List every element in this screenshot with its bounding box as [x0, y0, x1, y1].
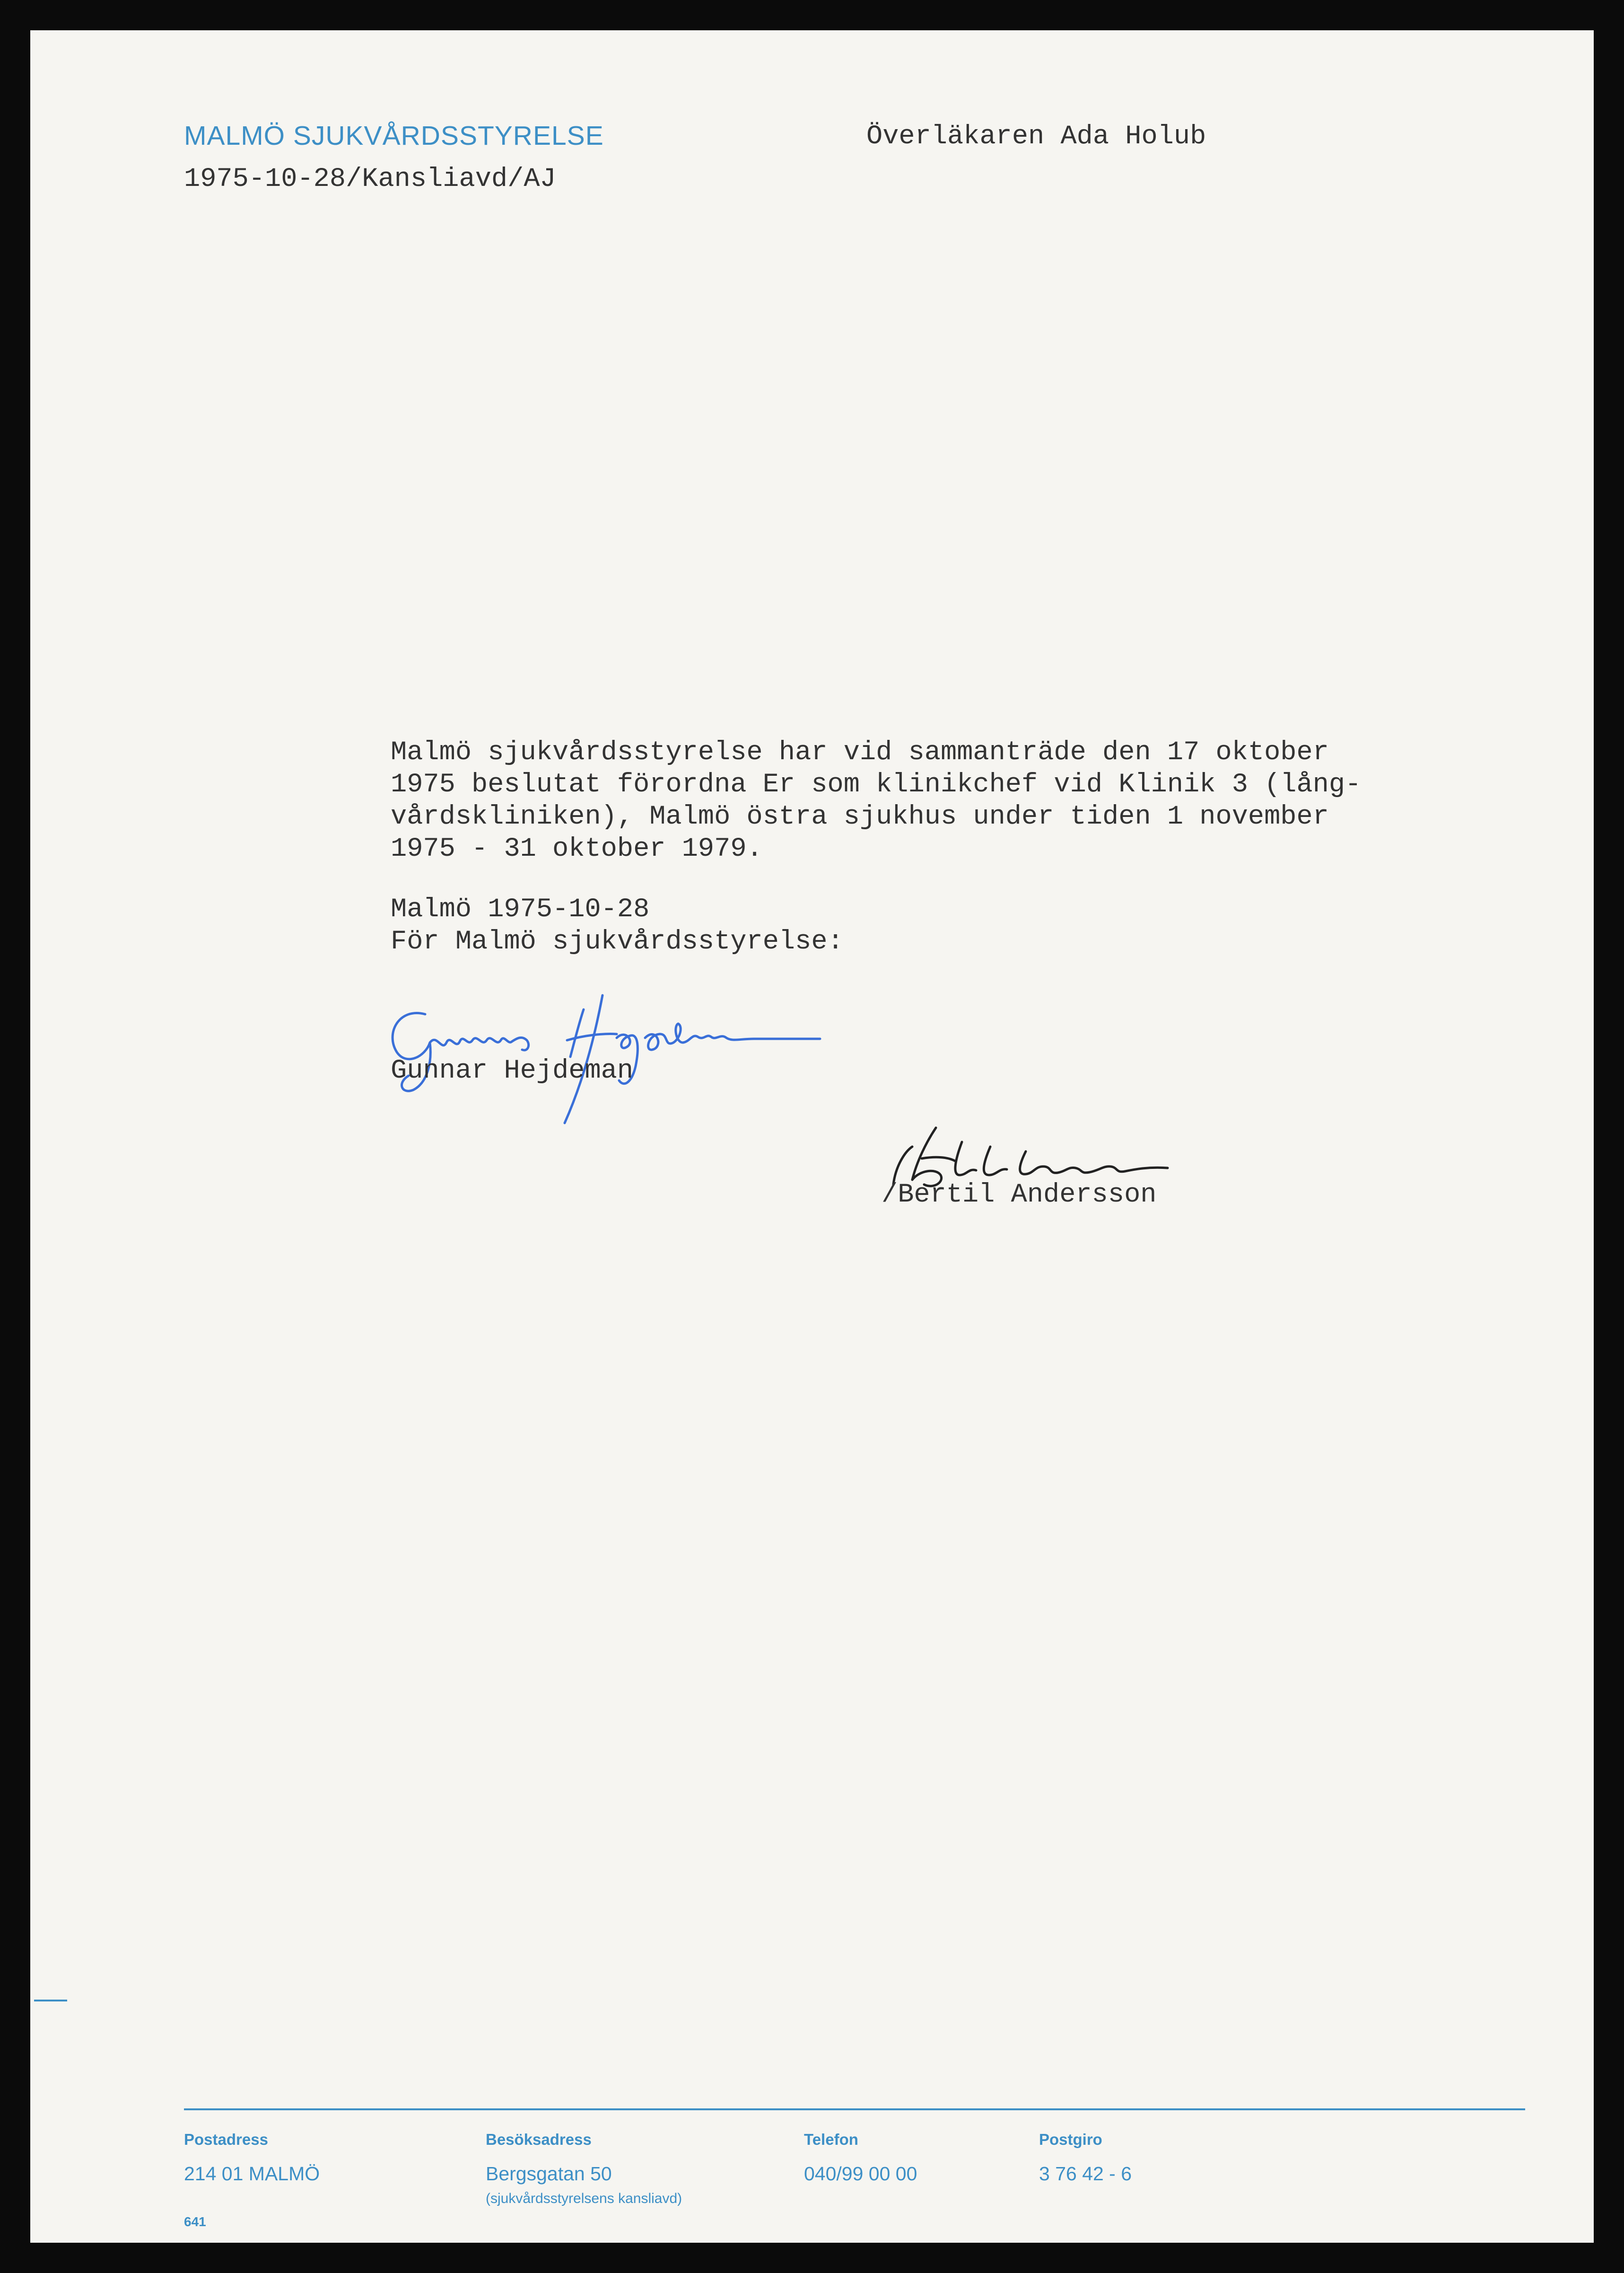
footer-visit: [486, 2131, 682, 2207]
visit-sub: (sjukvårdsstyrelsens kansliavd): [486, 2191, 682, 2206]
postal-label: Postadress: [184, 2131, 268, 2148]
body-line: Malmö sjukvårdsstyrelse har vid sammanträde den 17 oktober: [391, 737, 1329, 768]
body-line: vårdskliniken), Malmö östra sjukhus under tiden 1 november: [391, 802, 1329, 832]
fold-mark: [34, 2000, 67, 2001]
closing-block: [391, 894, 844, 958]
giro-value: 3 76 42 - 6: [1039, 2163, 1132, 2185]
signatory-name-2: /Bertil Andersson: [882, 1180, 1157, 1210]
footer-divider: [184, 2108, 1525, 2110]
body-line: 1975 - 31 oktober 1979.: [391, 834, 763, 864]
phone-value: 040/99 00 00: [804, 2163, 917, 2185]
postal-value: 214 01 MALMÖ: [184, 2163, 320, 2185]
place-date: Malmö 1975-10-28: [391, 895, 650, 925]
form-number: 641: [184, 2214, 206, 2229]
footer-phone: [804, 2131, 917, 2185]
signatory-name-1: Gunnar Hejdeman: [391, 1056, 634, 1086]
phone-label: Telefon: [804, 2131, 858, 2148]
body-line: 1975 beslutat förordna Er som klinikchef vid Klinik 3 (lång-: [391, 770, 1362, 800]
footer-postal: [184, 2131, 320, 2185]
on-behalf-line: För Malmö sjukvårdsstyrelse:: [391, 927, 844, 957]
organization-name: MALMÖ SJUKVÅRDSSTYRELSE: [184, 121, 604, 151]
recipient-line: Överläkaren Ada Holub: [866, 122, 1206, 152]
letter-body: [391, 737, 1554, 865]
giro-label: Postgiro: [1039, 2131, 1102, 2148]
reference-line: 1975-10-28/Kansliavd/AJ: [184, 164, 556, 194]
visit-label: Besöksadress: [486, 2131, 592, 2148]
footer-giro: [1039, 2131, 1132, 2185]
letter-page: [30, 30, 1594, 2243]
visit-value: Bergsgatan 50: [486, 2163, 612, 2185]
